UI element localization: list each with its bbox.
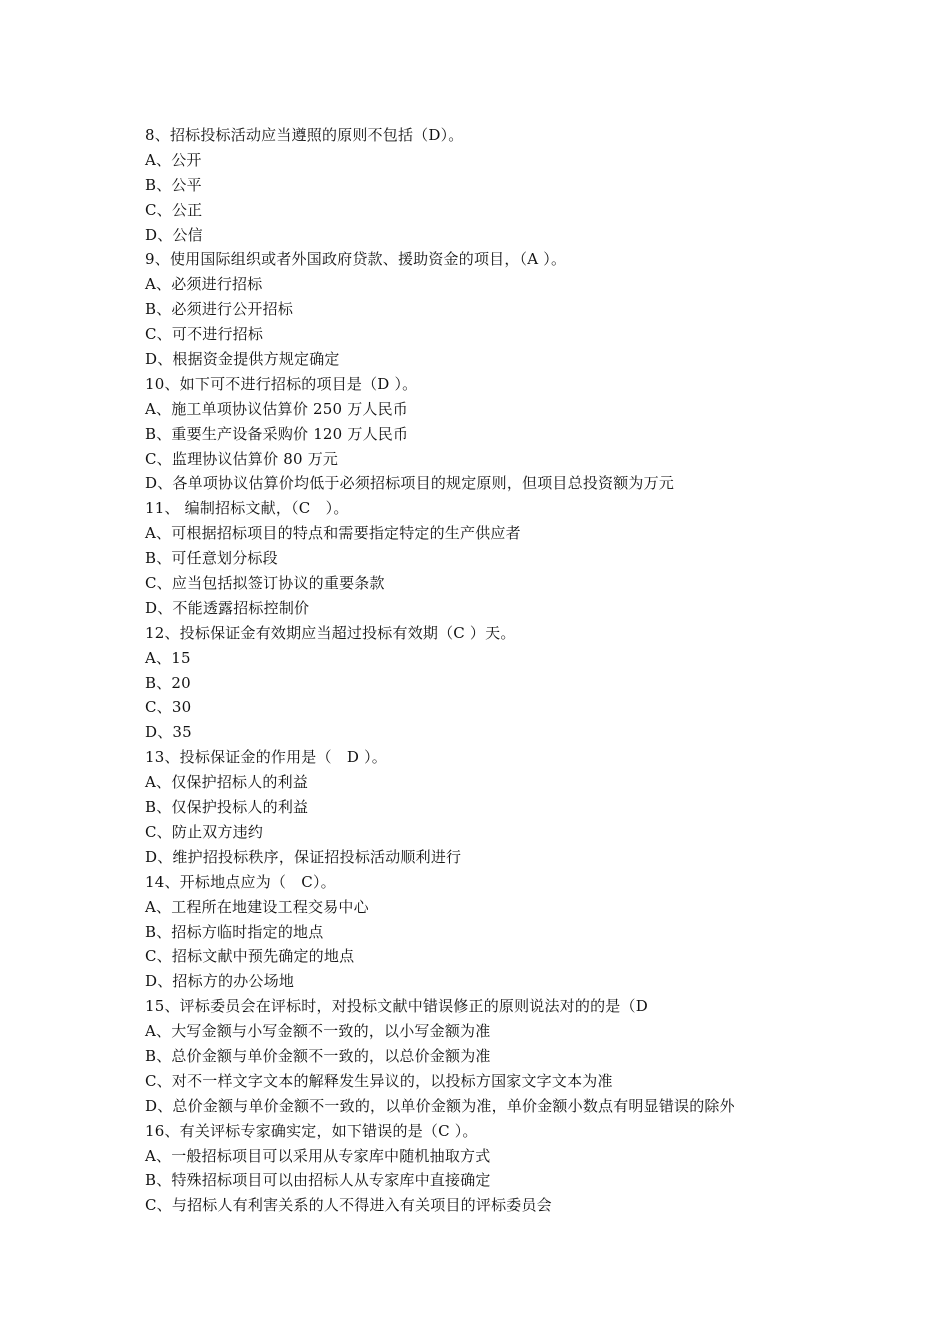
question-14-option-b: B、招标方临时指定的地点: [145, 922, 324, 941]
question-16-option-a: A、一般招标项目可以采用从专家库中随机抽取方式: [145, 1146, 491, 1165]
question-16-text: 16、有关评标专家确实定，如下错误的是（C ）。: [145, 1121, 478, 1140]
question-15-option-b: B、总价金额与单价金额不一致的，以总价金额为准: [145, 1046, 491, 1065]
question-12-option-c: C、30: [145, 698, 192, 717]
question-13-option-c: C、防止双方违约: [145, 822, 264, 841]
question-10-option-c: C、监理协议估算价 80 万元: [145, 449, 339, 468]
question-14-option-a: A、工程所在地建设工程交易中心: [145, 897, 369, 916]
question-9-text: 9、使用国际组织或者外国政府贷款、援助资金的项目，（A ）。: [145, 250, 567, 269]
question-8-text: 8、招标投标活动应当遵照的原则不包括（D）。: [145, 126, 464, 144]
question-16-option-c: C、与招标人有利害关系的人不得进入有关项目的评标委员会: [145, 1196, 552, 1215]
question-14-text: 14、开标地点应为（ C）。: [145, 872, 336, 891]
question-8-option-b: B、公平: [145, 175, 202, 194]
question-13-text: 13、投标保证金的作用是（ D ）。: [145, 748, 387, 767]
question-13-option-a: A、仅保护招标人的利益: [145, 773, 309, 792]
question-14-option-c: C、招标文献中预先确定的地点: [145, 947, 355, 966]
question-10-option-d: D、各单项协议估算价均低于必须招标项目的规定原则，但项目总投资额为万元: [145, 474, 675, 493]
question-15-option-d: D、总价金额与单价金额不一致的，以单价金额为准，单价金额小数点有明显错误的除外: [145, 1096, 735, 1115]
question-15-option-a: A、大写金额与小写金额不一致的，以小写金额为准: [145, 1022, 491, 1041]
question-13-option-d: D、维护招投标秩序，保证招投标活动顺利进行: [145, 847, 462, 866]
question-10-option-b: B、重要生产设备采购价 120 万人民币: [145, 424, 409, 443]
document-body: [145, 123, 885, 1218]
question-11-option-a: A、可根据招标项目的特点和需要指定特定的生产供应者: [145, 524, 521, 543]
question-11-text: 11、 编制招标文献，（C ）。: [145, 499, 349, 518]
question-12-option-a: A、15: [145, 648, 191, 667]
question-16-option-b: B、特殊招标项目可以由招标人从专家库中直接确定: [145, 1171, 491, 1190]
question-10-option-a: A、施工单项协议估算价 250 万人民币: [145, 399, 409, 418]
question-9-option-d: D、根据资金提供方规定确定: [145, 350, 340, 369]
question-14-option-d: D、招标方的办公场地: [145, 972, 295, 991]
question-12-text: 12、投标保证金有效期应当超过投标有效期（C ）天。: [145, 623, 516, 642]
question-12-option-b: B、20: [145, 673, 191, 692]
question-15-text: 15、评标委员会在评标时，对投标文献中错误修正的原则说法对的的是（D: [145, 997, 648, 1016]
question-9-option-b: B、必须进行公开招标: [145, 300, 294, 319]
question-12-option-d: D、35: [145, 723, 192, 742]
question-11-option-c: C、应当包括拟签订协议的重要条款: [145, 574, 385, 593]
question-11-option-b: B、可任意划分标段: [145, 549, 278, 568]
question-8-option-a: A、公开: [145, 150, 202, 169]
question-10-text: 10、如下可不进行招标的项目是（D ）。: [145, 374, 418, 393]
question-15-option-c: C、对不一样文字文本的解释发生异议的，以投标方国家文字文本为准: [145, 1071, 613, 1090]
question-8-option-d: D、公信: [145, 225, 203, 244]
question-13-option-b: B、仅保护投标人的利益: [145, 798, 309, 817]
question-11-option-d: D、不能透露招标控制价: [145, 598, 310, 617]
question-9-option-c: C、可不进行招标: [145, 325, 264, 344]
question-8-option-c: C、公正: [145, 200, 203, 219]
question-9-option-a: A、必须进行招标: [145, 275, 263, 294]
